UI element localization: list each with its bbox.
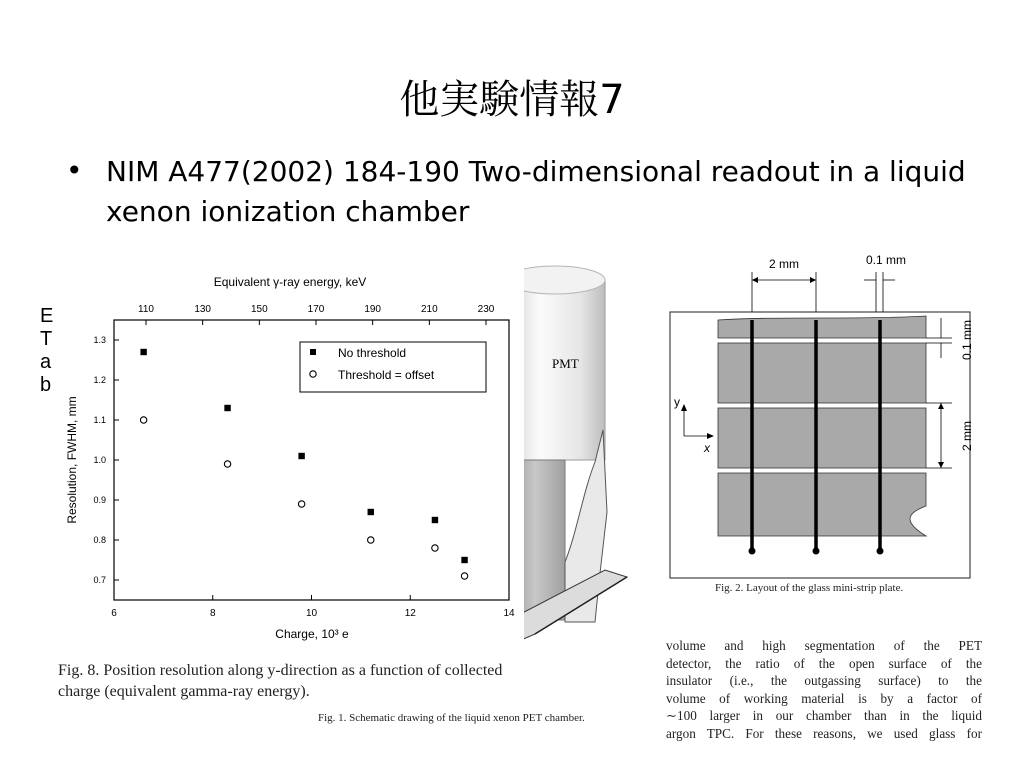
bullet-text: NIM A477(2002) 184-190 Two-dimensional readout in a liquid xenon ionization chamber [106,155,966,228]
point-no-threshold [298,453,304,459]
top-tick-label: 230 [477,304,495,315]
chart-legend [300,342,486,392]
paragraph-line: volume of working material is by a factor of [666,690,982,706]
point-threshold-offset [140,417,146,423]
point-no-threshold [461,557,467,563]
x-tick-label: 6 [111,608,117,619]
x-tick-label: 8 [209,608,216,619]
point-no-threshold [224,405,230,411]
bullet-marker: • [66,154,83,187]
x-axis-label: Charge, 10³ e [275,627,349,641]
y-tick-label: 1.1 [93,415,106,425]
side-letter: E [40,305,54,327]
label-2mm-width: 2 mm [769,257,799,271]
strip-plate-drawing [660,250,995,580]
legend-marker-open-circle [310,371,316,377]
y-tick-label: 1.0 [93,455,106,465]
side-letter: a [40,351,52,373]
legend-label-no-threshold: No threshold [338,346,407,360]
point-threshold-offset [432,545,438,551]
fig1-caption: Fig. 1. Schematic drawing of the liquid xenon PET chamber. [318,712,585,724]
y-tick-label: 0.9 [93,495,106,505]
top-tick-label: 170 [307,304,325,315]
pmt-schematic-drawing [505,262,640,740]
fig8-caption: Fig. 8. Position resolution along y-direction as a function of collected charge (equivalent gamma-ray energy). [58,662,503,700]
x-tick-label: 14 [503,608,515,619]
paper-paragraph [666,637,982,742]
paragraph-line: detector, the ratio of the open surface of the [666,655,982,671]
y-axis-label: Resolution, FWHM, mm [65,396,79,524]
top-tick-label: 150 [250,304,268,315]
point-no-threshold [368,509,374,515]
label-2mm-side: 2 mm [960,421,974,451]
point-threshold-offset [461,573,467,579]
fig2-caption: Fig. 2. Layout of the glass mini-strip plate. [715,582,904,594]
paragraph-line: insulator (i.e., the outgassing surface) to the [666,673,982,688]
pmt-label: PMT [552,356,579,371]
legend-marker-filled-square [310,349,316,355]
y-tick-label: 0.8 [93,535,106,545]
pmt-schematic-figure [505,262,640,740]
top-axis-label: Equivalent γ-ray energy, keV [213,275,367,289]
resolution-chart-figure [54,262,524,710]
paragraph-line: ∼100 larger in our chamber than in the liquid [666,708,982,723]
point-no-threshold [140,349,146,355]
label-01mm-side: 0.1 mm [960,319,974,361]
resolution-scatter-chart [54,262,524,662]
point-threshold-offset [368,537,374,543]
point-no-threshold [432,517,438,523]
axis-y-label: y [674,395,680,409]
side-letter: b [40,374,52,396]
top-tick-label: 130 [194,304,212,315]
top-tick-label: 110 [138,304,154,315]
point-threshold-offset [224,461,230,467]
x-tick-label: 10 [305,608,318,619]
point-threshold-offset [298,501,304,507]
paragraph-line: argon TPC. For these reasons, we used glass for [666,725,982,741]
slide-title: 他実験情報7 [399,77,625,123]
y-tick-label: 1.3 [93,335,106,345]
paragraph-line: volume and high segmentation of the PET [666,638,982,653]
x-tick-label: 12 [404,608,416,619]
axis-x-label: x [704,441,710,455]
label-01mm-width: 0.1 mm [865,253,907,267]
side-letter: T [40,328,53,350]
top-tick-label: 190 [364,304,382,315]
y-tick-label: 0.7 [93,575,106,585]
y-tick-label: 1.2 [93,375,106,385]
top-tick-label: 210 [420,304,438,315]
legend-label-threshold-offset: Threshold = offset [338,368,435,382]
